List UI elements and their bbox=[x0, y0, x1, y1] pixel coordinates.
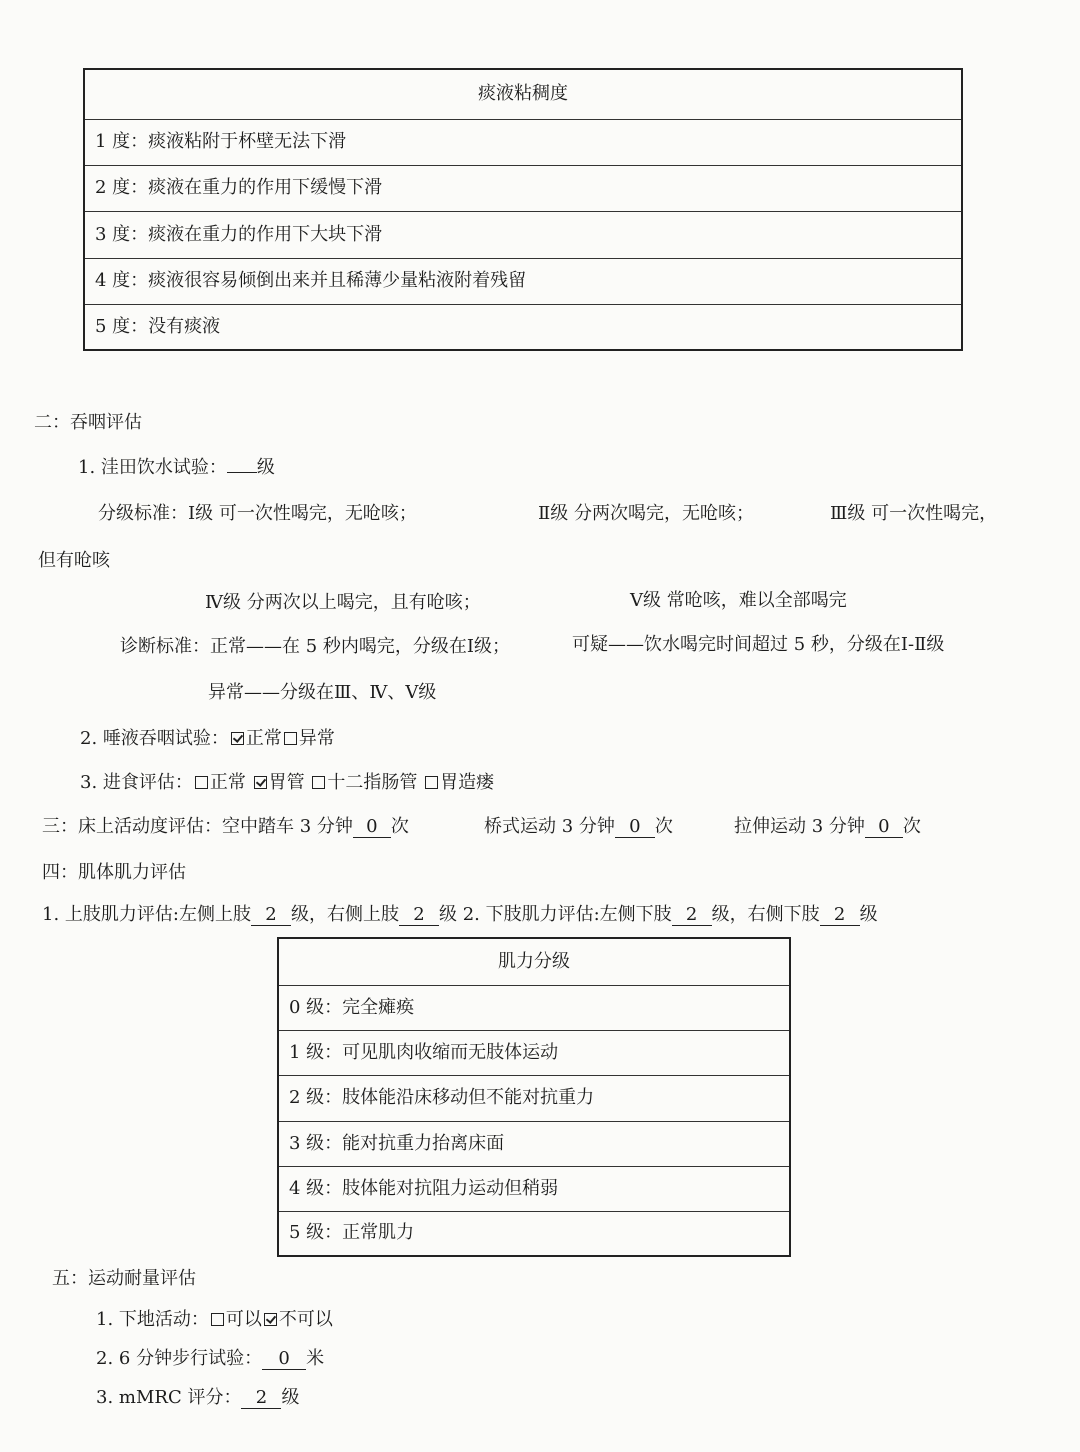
saliva-normal-label: 正常 bbox=[245, 728, 282, 749]
mmrc-line bbox=[96, 1389, 299, 1409]
mobility-no-checkbox[interactable] bbox=[264, 1313, 277, 1326]
sputum-row: 3 度：痰液在重力的作用下大块下滑 bbox=[84, 211, 962, 258]
section3-title: 三：床上活动度评估： bbox=[42, 816, 222, 837]
cycling-value[interactable]: 0 bbox=[353, 818, 391, 838]
feeding-line bbox=[80, 774, 494, 792]
saliva-test-line bbox=[80, 730, 335, 748]
sputum-table-title: 痰液粘稠度 bbox=[84, 69, 962, 119]
walk-test-line bbox=[96, 1350, 324, 1370]
bridge-group bbox=[484, 818, 673, 838]
muscle-row: 2 级：肢体能沿床移动但不能对抗重力 bbox=[278, 1075, 790, 1121]
saliva-abnormal-label: 异常 bbox=[298, 728, 335, 749]
mobility-yes-checkbox[interactable] bbox=[211, 1313, 224, 1326]
upper-left-value[interactable]: 2 bbox=[251, 906, 291, 926]
section4-title: 四：肌体肌力评估 bbox=[42, 862, 186, 883]
feeding-duodenal-tube-label: 十二指肠管 bbox=[327, 772, 418, 793]
saliva-normal-checkbox[interactable] bbox=[231, 732, 244, 745]
walk-test-label: 2. 6 分钟步行试验： bbox=[96, 1348, 263, 1369]
water-test-unit: 级 bbox=[256, 457, 275, 478]
mmrc-value[interactable]: 2 bbox=[241, 1389, 281, 1409]
saliva-abnormal-checkbox[interactable] bbox=[284, 732, 297, 745]
feeding-normal-label: 正常 bbox=[209, 772, 246, 793]
bridge-label: 桥式运动 3 分钟 bbox=[484, 816, 615, 837]
section2-title: 二：吞咽评估 bbox=[34, 412, 142, 433]
bridge-unit: 次 bbox=[654, 816, 673, 837]
mobility-label: 1. 下地活动： bbox=[96, 1309, 209, 1330]
diagnosis-abnormal: 异常——分级在Ⅲ、Ⅳ、Ⅴ级 bbox=[208, 682, 437, 703]
grading-level-1: Ⅰ级 可一次性喝完，无呛咳； bbox=[188, 503, 417, 524]
mobility-line bbox=[96, 1311, 333, 1329]
stretch-unit: 次 bbox=[902, 816, 921, 837]
sputum-row: 2 度：痰液在重力的作用下缓慢下滑 bbox=[84, 165, 962, 211]
sputum-row: 5 度：没有痰液 bbox=[95, 315, 221, 337]
water-test-label: 1. 洼田饮水试验： bbox=[78, 457, 227, 478]
sputum-row: 1 度：痰液粘附于杯壁无法下滑 bbox=[84, 119, 962, 165]
muscle-table-title: 肌力分级 bbox=[278, 938, 790, 985]
mobility-yes-label: 可以 bbox=[225, 1309, 262, 1330]
mmrc-unit: 级 bbox=[281, 1387, 300, 1408]
section5-title: 五：运动耐量评估 bbox=[52, 1268, 196, 1289]
water-test-input[interactable] bbox=[227, 472, 257, 473]
walk-test-value[interactable]: 0 bbox=[262, 1350, 306, 1370]
muscle-row: 4 级：肢体能对抗阻力运动但稍弱 bbox=[278, 1166, 790, 1211]
mmrc-label: 3. mMRC 评分： bbox=[96, 1387, 242, 1408]
grading-level-3-cont: 但有呛咳 bbox=[38, 550, 110, 571]
stretch-label: 拉伸运动 3 分钟 bbox=[734, 816, 865, 837]
upper-right-value[interactable]: 2 bbox=[399, 906, 439, 926]
grading-level-3: Ⅲ级 可一次性喝完， bbox=[830, 503, 998, 524]
feeding-gastrostomy-checkbox[interactable] bbox=[425, 776, 438, 789]
section3-line bbox=[42, 818, 1042, 838]
grading-level-2: Ⅱ级 分两次喝完，无呛咳； bbox=[538, 503, 754, 524]
grading-line bbox=[98, 505, 1018, 523]
feeding-gastric-tube-checkbox[interactable] bbox=[254, 776, 267, 789]
grading-level-5: Ⅴ级 常呛咳，难以全部喝完 bbox=[630, 590, 847, 611]
sputum-row: 4 度：痰液很容易倾倒出来并且稀薄少量粘液附着残留 bbox=[84, 258, 962, 304]
muscle-strength-line bbox=[42, 906, 878, 926]
cycling-label: 空中踏车 3 分钟 bbox=[222, 816, 353, 837]
muscle-row: 5 级：正常肌力 bbox=[289, 1222, 415, 1244]
muscle-row: 0 级：完全瘫痪 bbox=[278, 985, 790, 1030]
upper-mid-label: 级，右侧上肢 bbox=[290, 904, 399, 925]
bridge-value[interactable]: 0 bbox=[615, 818, 655, 838]
muscle-grade-table bbox=[277, 937, 791, 1257]
lower-mid-label: 级，右侧下肢 bbox=[711, 904, 820, 925]
mobility-no-label: 不可以 bbox=[278, 1309, 333, 1330]
lower-unit: 级 bbox=[859, 904, 878, 925]
stretch-value[interactable]: 0 bbox=[865, 818, 903, 838]
feeding-label: 3. 进食评估： bbox=[80, 772, 193, 793]
cycling-unit: 次 bbox=[390, 816, 409, 837]
water-test-line bbox=[78, 459, 275, 477]
diagnosis-suspect: 可疑——饮水喝完时间超过 5 秒，分级在Ⅰ-Ⅱ级 bbox=[572, 634, 945, 655]
upper-limb-label: 1. 上肢肌力评估:左侧上肢 bbox=[42, 904, 251, 925]
lower-right-value[interactable]: 2 bbox=[820, 906, 860, 926]
walk-test-unit: 米 bbox=[306, 1348, 325, 1369]
feeding-gastrostomy-label: 胃造瘘 bbox=[440, 772, 495, 793]
muscle-row: 3 级：能对抗重力抬离床面 bbox=[278, 1121, 790, 1166]
diagnosis-normal: 诊断标准：正常——在 5 秒内喝完，分级在Ⅰ级； bbox=[120, 636, 511, 657]
feeding-duodenal-tube-checkbox[interactable] bbox=[312, 776, 325, 789]
lower-left-value[interactable]: 2 bbox=[672, 906, 712, 926]
feeding-gastric-tube-label: 胃管 bbox=[268, 772, 305, 793]
grading-level-4: Ⅳ级 分两次以上喝完，且有呛咳； bbox=[205, 592, 481, 613]
muscle-row: 1 级：可见肌肉收缩而无肢体运动 bbox=[278, 1030, 790, 1075]
sputum-viscosity-table bbox=[83, 68, 963, 351]
stretch-group bbox=[734, 818, 921, 838]
feeding-normal-checkbox[interactable] bbox=[195, 776, 208, 789]
saliva-test-label: 2. 唾液吞咽试验： bbox=[80, 728, 229, 749]
lower-limb-label: 级 2. 下肢肌力评估:左侧下肢 bbox=[438, 904, 672, 925]
grading-prefix: 分级标准： bbox=[98, 503, 188, 524]
